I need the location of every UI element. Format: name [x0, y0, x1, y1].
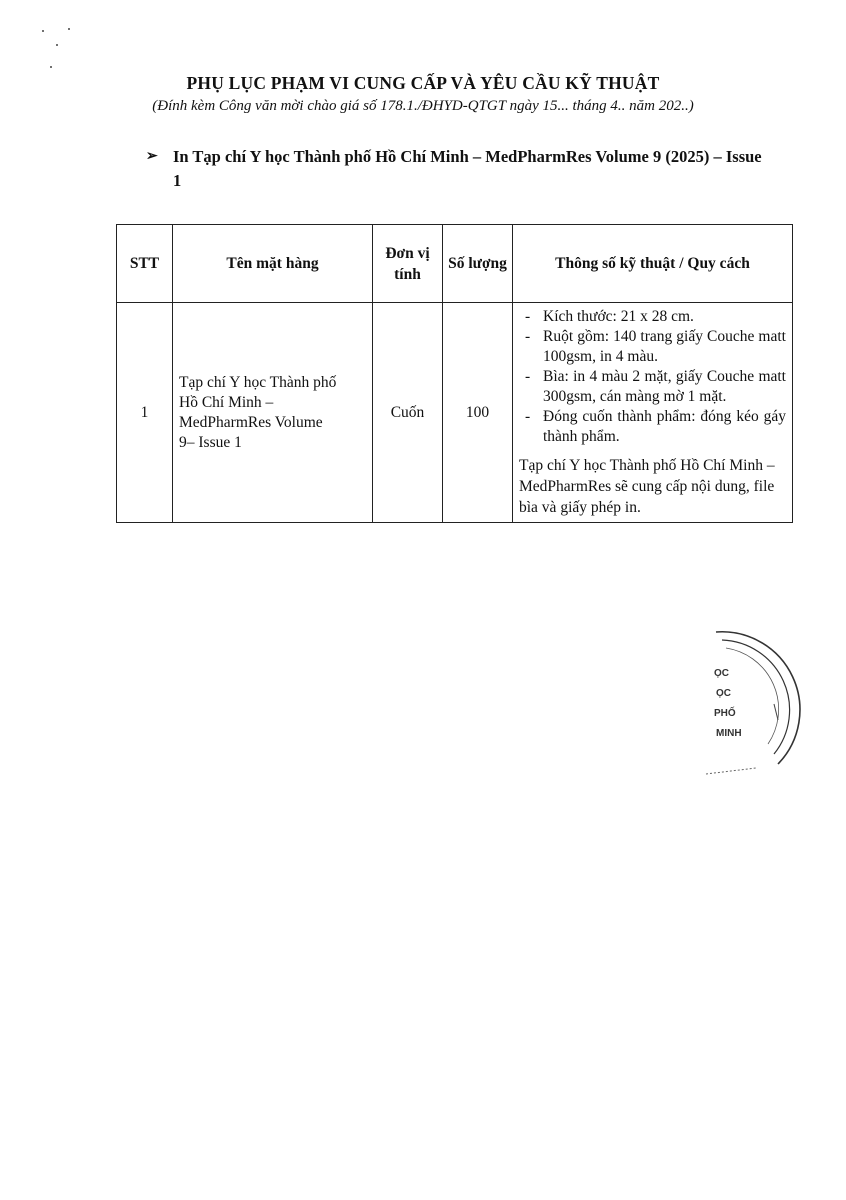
cell-unit: Cuốn — [373, 303, 443, 523]
spec-note: Tạp chí Y học Thành phố Hồ Chí Minh – MedPharmRes sẽ cung cấp nội dung, file bìa và giấy phép in. — [519, 457, 775, 516]
table-row — [117, 303, 793, 523]
cell-spec — [513, 303, 793, 523]
arrow-bullet-icon: ➢ — [146, 149, 158, 164]
cell-stt: 1 — [117, 303, 173, 523]
cell-quantity: 100 — [443, 303, 513, 523]
cell-item-name: Tạp chí Y học Thành phố Hồ Chí Minh – MedPharmRes Volume 9– Issue 1 — [173, 303, 373, 523]
header-spec: Thông số kỹ thuật / Quy cách — [513, 225, 793, 303]
stamp-line: ỌC — [714, 668, 729, 679]
spec-list — [519, 307, 786, 447]
stamp-arcs-icon — [686, 624, 806, 784]
spec-item: - Ruột gồm: 140 trang giấy Couche matt 100gsm, in 4 màu. — [519, 327, 786, 367]
spec-item: - Bìa: in 4 màu 2 mặt, giấy Couche matt 300gsm, cán màng mờ 1 mặt. — [519, 367, 786, 407]
section-heading — [146, 145, 766, 193]
specification-table — [116, 224, 793, 523]
spec-item: - Đóng cuốn thành phẩm: đóng kéo gáy thành phẩm. — [519, 407, 786, 447]
stamp-line: ỌC — [716, 688, 731, 699]
stamp-line: PHỐ — [714, 708, 736, 719]
header-stt: STT — [117, 225, 173, 303]
document-title: PHỤ LỤC PHẠM VI CUNG CẤP VÀ YÊU CẦU KỸ THUẬT — [186, 73, 660, 93]
official-stamp — [686, 624, 806, 784]
spec-item: - Kích thước: 21 x 28 cm. — [519, 307, 786, 327]
stamp-line: MINH — [716, 728, 742, 739]
header-quantity: Số lượng — [443, 225, 513, 303]
section-heading-text: In Tạp chí Y học Thành phố Hồ Chí Minh – MedPharmRes Volume 9 (2025) – Issue 1 — [173, 147, 762, 190]
table-header-row — [117, 225, 793, 303]
header-item-name: Tên mặt hàng — [173, 225, 373, 303]
document-subtitle: (Đính kèm Công văn mời chào giá số 178.1./ĐHYD-QTGT ngày 15... tháng 4.. năm 202..) — [152, 98, 694, 114]
header-unit: Đơn vị tính — [373, 225, 443, 303]
